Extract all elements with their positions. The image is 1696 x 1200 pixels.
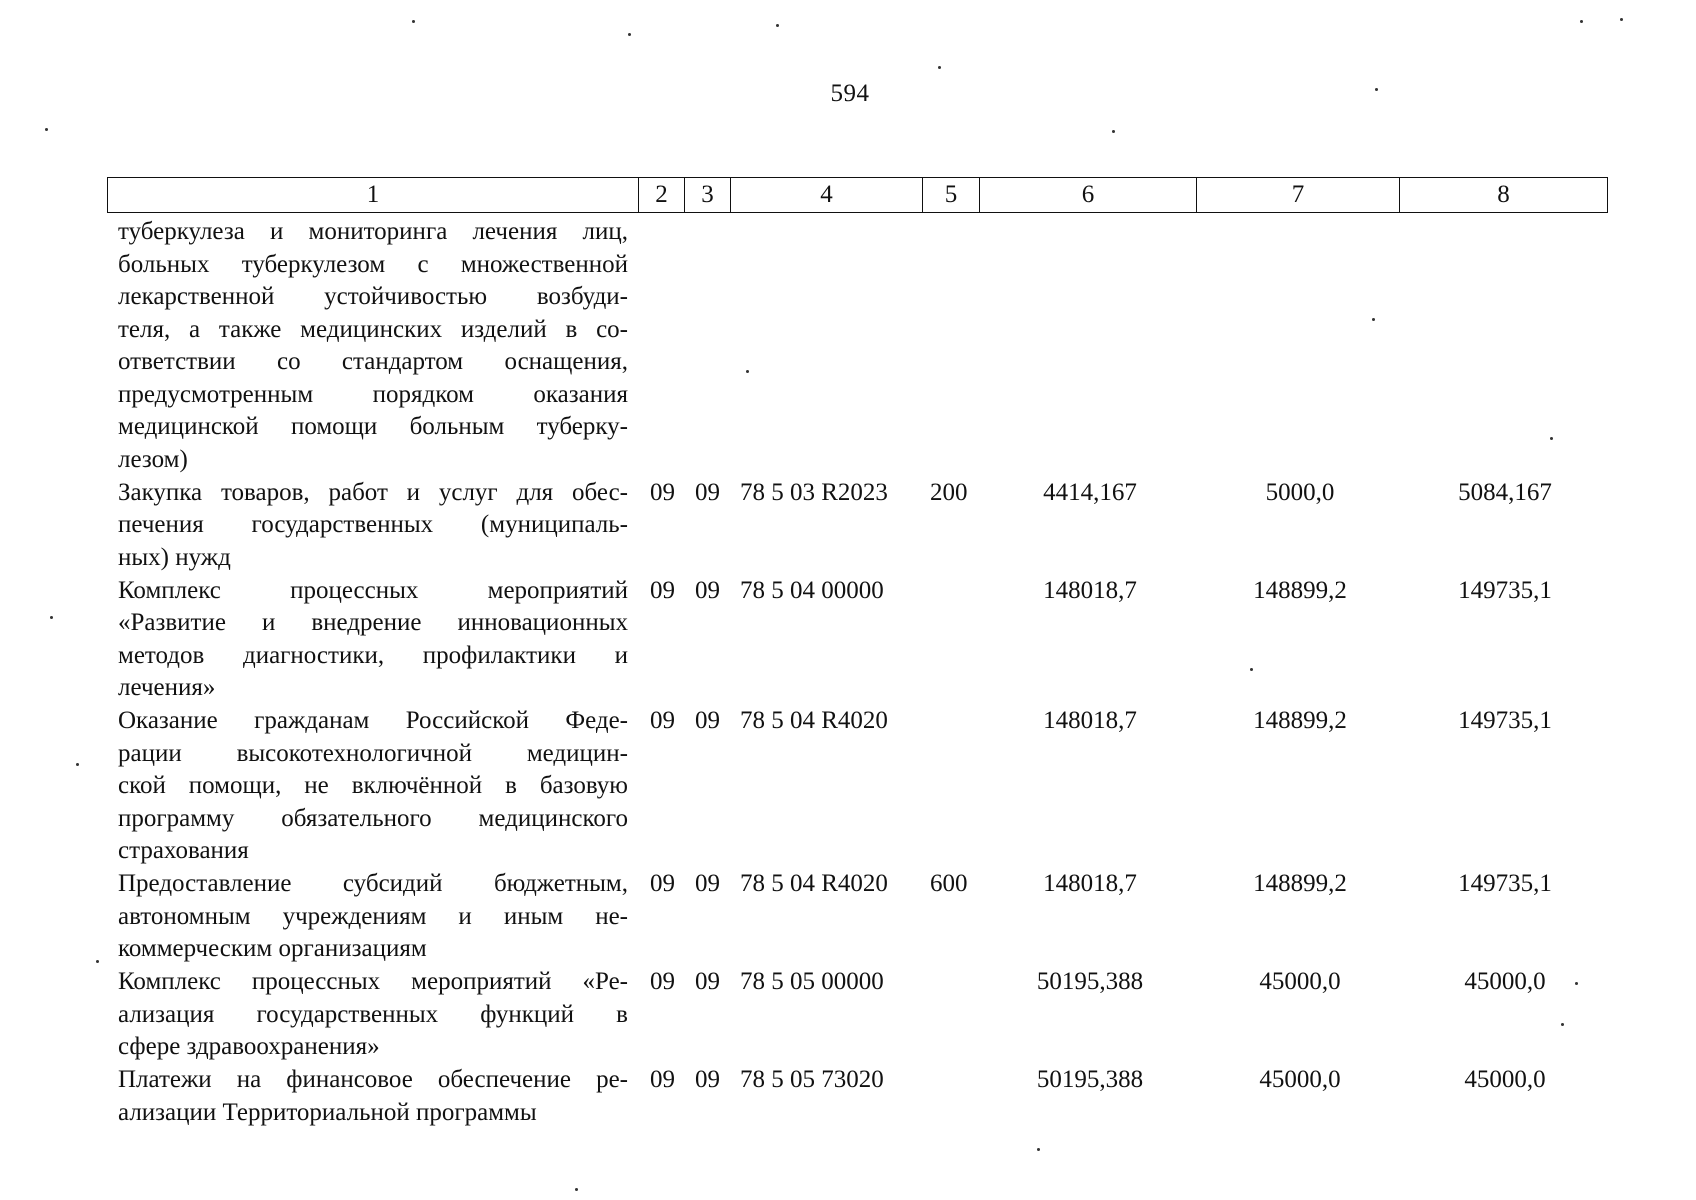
scan-speck: [575, 1188, 578, 1191]
cell-c7: 45000,0: [1259, 968, 1341, 995]
description-line: Оказание гражданам Российской Феде-: [118, 707, 628, 734]
cell-c3: 09: [695, 870, 720, 897]
cell-c8: 5084,167: [1458, 478, 1552, 506]
scan-speck: [1561, 1023, 1564, 1026]
row-description: [118, 477, 628, 575]
scan-speck: [1375, 88, 1378, 91]
cell-c2: 09: [650, 478, 675, 506]
header-col-3: 3: [685, 178, 731, 213]
description-line: лечения»: [118, 674, 216, 701]
scan-speck: [1575, 982, 1578, 985]
scan-speck: [1112, 130, 1115, 133]
cell-c8: 45000,0: [1464, 968, 1546, 995]
scan-speck: [938, 66, 941, 69]
description-line: медицинской помощи больным туберку-: [118, 413, 628, 440]
header-col-5: 5: [923, 178, 980, 213]
description-line: ных) нужд: [118, 543, 231, 571]
scan-speck: [1037, 1148, 1040, 1151]
scan-speck: [412, 20, 415, 23]
cell-c8: 45000,0: [1464, 1066, 1546, 1093]
cell-c7: 148899,2: [1253, 870, 1347, 897]
description-line: автономным учреждениям и иным не-: [118, 902, 628, 930]
description-line: предусмотренным порядком оказания: [118, 380, 628, 408]
scan-speck: [1550, 437, 1553, 440]
row-description: [118, 966, 628, 1064]
cell-c5: 600: [930, 870, 968, 897]
description-line: рации высокотехнологичной медицин-: [118, 739, 628, 767]
description-line: Предоставление субсидий бюджетным,: [118, 870, 628, 897]
row-description: [118, 705, 628, 868]
cell-c4: 78 5 03 R2023: [740, 478, 888, 506]
scan-speck: [628, 33, 631, 36]
description-line: ской помощи, не включённой в базовую: [118, 772, 628, 799]
header-col-7: 7: [1197, 178, 1400, 213]
cell-c3: 09: [695, 1066, 720, 1093]
scan-speck: [1580, 20, 1583, 23]
description-line: коммерческим организациям: [118, 935, 427, 962]
cell-c7: 148899,2: [1253, 576, 1347, 604]
cell-c3: 09: [695, 478, 720, 506]
scan-speck: [50, 616, 53, 619]
scan-speck: [1250, 668, 1253, 671]
cell-c6: 4414,167: [1043, 478, 1137, 506]
cell-c8: 149735,1: [1458, 870, 1552, 897]
cell-c2: 09: [650, 576, 675, 604]
cell-c2: 09: [650, 870, 675, 897]
description-line: Комплекс процессных мероприятий: [118, 576, 628, 604]
cell-c4: 78 5 05 00000: [740, 968, 884, 995]
cell-c8: 149735,1: [1458, 707, 1552, 734]
scan-speck: [45, 128, 48, 131]
cell-c7: 45000,0: [1259, 1066, 1341, 1093]
cell-c8: 149735,1: [1458, 576, 1552, 604]
description-line: Комплекс процессных мероприятий «Ре-: [118, 968, 628, 995]
description-line: печения государственных (муниципаль-: [118, 511, 628, 538]
header-col-6: 6: [980, 178, 1197, 213]
row-description: [118, 1064, 628, 1129]
cell-c4: 78 5 04 00000: [740, 576, 884, 604]
description-line: программу обязательного медицинского: [118, 804, 628, 832]
header-col-1: 1: [108, 178, 639, 213]
description-line: сфере здравоохранения»: [118, 1033, 380, 1060]
description-line: больных туберкулезом с множественной: [118, 250, 628, 278]
scan-speck: [76, 763, 79, 766]
scan-speck: [96, 960, 99, 963]
header-col-2: 2: [639, 178, 685, 213]
description-line: теля, а также медицинских изделий в со-: [118, 315, 628, 343]
cell-c3: 09: [695, 576, 720, 604]
page-number: 594: [830, 80, 870, 107]
cell-c3: 09: [695, 968, 720, 995]
scan-speck: [776, 24, 779, 27]
cell-c4: 78 5 05 73020: [740, 1066, 884, 1093]
description-line: туберкулеза и мониторинга лечения лиц,: [118, 218, 628, 245]
table-header: [107, 177, 1608, 213]
header-col-4: 4: [731, 178, 923, 213]
scan-speck: [746, 370, 749, 373]
cell-c6: 50195,388: [1036, 968, 1144, 995]
scan-speck: [1620, 18, 1623, 21]
cell-c7: 148899,2: [1253, 707, 1347, 734]
description-line: лекарственной устойчивостью возбуди-: [118, 283, 628, 310]
cell-c6: 50195,388: [1036, 1066, 1144, 1093]
description-line: «Развитие и внедрение инновационных: [118, 609, 628, 636]
cell-c6: 148018,7: [1043, 576, 1137, 604]
description-line: Платежи на финансовое обеспечение ре-: [118, 1066, 628, 1093]
row-description: [118, 216, 628, 476]
cell-c6: 148018,7: [1043, 707, 1137, 734]
cell-c4: 78 5 04 R4020: [740, 707, 888, 734]
cell-c3: 09: [695, 707, 720, 734]
row-description: [118, 575, 628, 705]
cell-c7: 5000,0: [1265, 478, 1335, 506]
cell-c2: 09: [650, 707, 675, 734]
description-line: ответствии со стандартом оснащения,: [118, 348, 628, 375]
cell-c2: 09: [650, 1066, 675, 1093]
description-line: методов диагностики, профилактики и: [118, 641, 628, 669]
description-line: ализация государственных функций в: [118, 1000, 628, 1028]
scan-speck: [1372, 318, 1375, 321]
description-line: страхования: [118, 837, 249, 864]
description-line: ализации Территориальной программы: [118, 1098, 537, 1126]
header-col-8: 8: [1400, 178, 1608, 213]
cell-c4: 78 5 04 R4020: [740, 870, 888, 897]
row-description: [118, 868, 628, 966]
description-line: лезом): [118, 445, 188, 473]
cell-c6: 148018,7: [1043, 870, 1137, 897]
cell-c2: 09: [650, 968, 675, 995]
description-line: Закупка товаров, работ и услуг для обес-: [118, 478, 628, 506]
cell-c5: 200: [930, 478, 968, 506]
